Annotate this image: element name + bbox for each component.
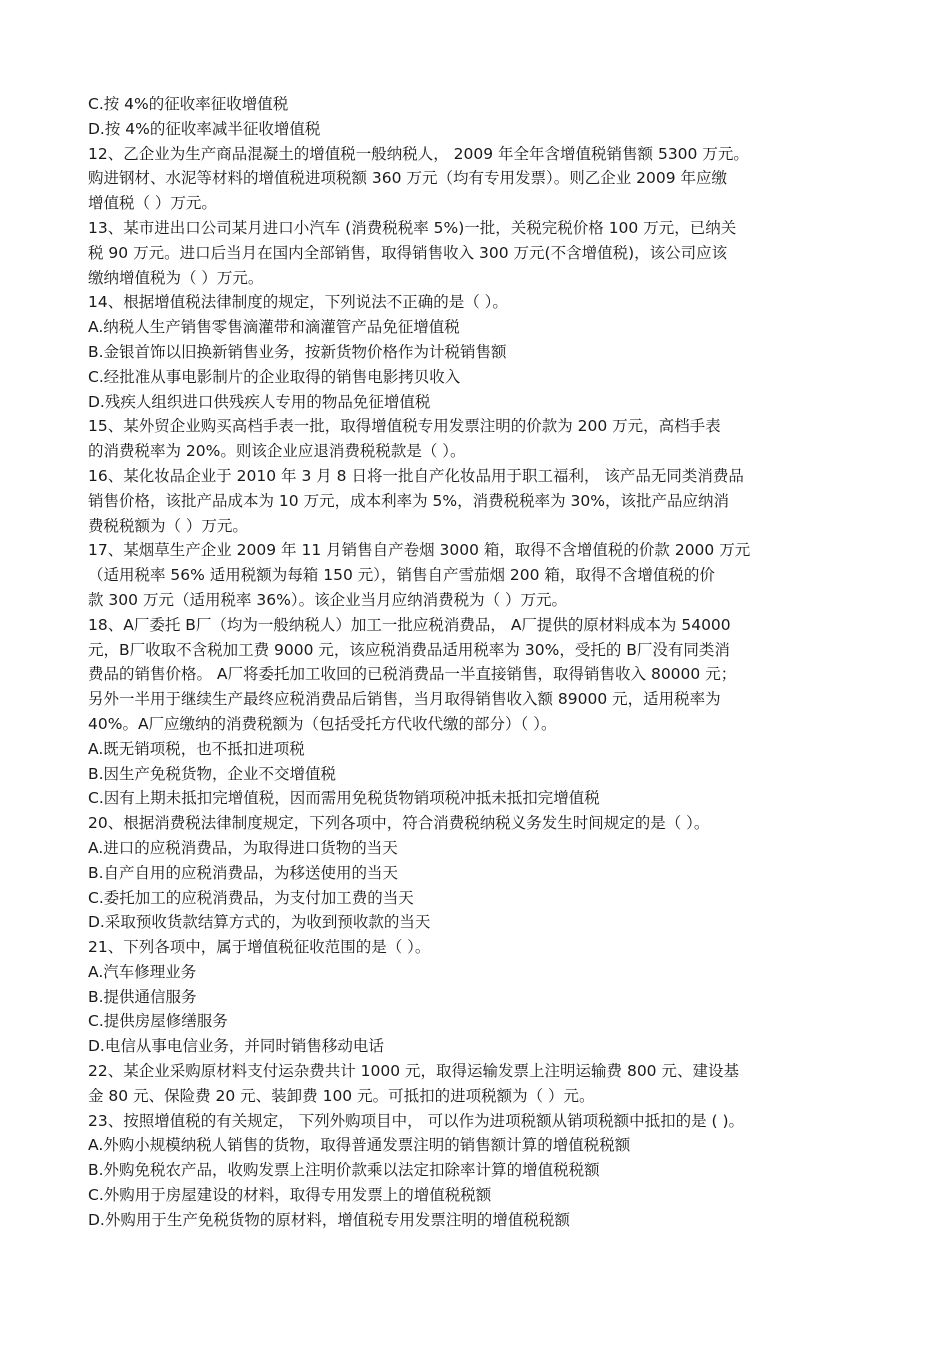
text-line: 18、A厂委托 B厂（均为一般纳税人）加工一批应税消费品， A厂提供的原材料成本为 54000: [88, 615, 731, 634]
text-line: 15、某外贸企业购买高档手表一批，取得增值税专用发票注明的价款为 200 万元，高档手表: [88, 417, 721, 436]
text-line: 销售价格，该批产品成本为 10 万元，成本利率为 5%，消费税税率为 30%，该批产品应纳消: [88, 491, 729, 510]
text-line: 金 80 元、保险费 20 元、装卸费 100 元。可抵扣的进项税额为（ ）元。: [88, 1086, 595, 1105]
text-line: B.自产自用的应税消费品，为移送使用的当天: [88, 863, 399, 882]
text-line: 12、乙企业为生产商品混凝土的增值税一般纳税人， 2009 年全年含增值税销售额 5300 万元。: [88, 144, 749, 163]
text-line: A.纳税人生产销售零售滴灌带和滴灌管产品免征增值税: [88, 318, 460, 337]
text-line: 17、某烟草生产企业 2009 年 11 月销售自产卷烟 3000 箱，取得不含增值税的价款 2000 万元: [88, 541, 751, 560]
text-line: C.因有上期未抵扣完增值税，因而需用免税货物销项税冲抵未抵扣完增值税: [88, 789, 600, 808]
text-line: C.按 4%的征收率征收增值税: [88, 95, 289, 113]
text-line: D.外购用于生产免税货物的原材料，增值税专用发票注明的增值税税额: [88, 1210, 570, 1229]
text-line: 14、根据增值税法律制度的规定，下列说法不正确的是（ ）。: [88, 293, 508, 312]
text-line: 21、下列各项中，属于增值税征收范围的是（ ）。: [88, 938, 431, 957]
text-line: 23、按照增值税的有关规定， 下列外购项目中， 可以作为进项税额从销项税额中抵扣的是 ( )。: [88, 1111, 745, 1130]
text-line: 元，B厂收取不含税加工费 9000 元，该应税消费品适用税率为 30%，受托的 B厂没有同类消: [88, 640, 730, 659]
text-line: D.电信从事电信业务，并同时销售移动电话: [88, 1037, 384, 1056]
text-line: （适用税率 56% 适用税额为每箱 150 元），销售自产雪茄烟 200 箱，取得不含增值税的价: [88, 566, 715, 585]
text-line: A.既无销项税，也不抵扣进项税: [88, 739, 305, 758]
text-line: 的消费税率为 20%。则该企业应退消费税税款是（ ）。: [88, 442, 466, 461]
text-line: 费税税额为（ ）万元。: [88, 516, 248, 535]
text-line: A.进口的应税消费品，为取得进口货物的当天: [88, 838, 398, 857]
document-body: [88, 92, 863, 1233]
text-line: B.提供通信服务: [88, 987, 197, 1006]
text-line: B.金银首饰以旧换新销售业务，按新货物价格作为计税销售额: [88, 342, 507, 361]
text-line: 费品的销售价格。 A厂将委托加工收回的已税消费品一半直接销售，取得销售收入 80000 元；: [88, 665, 737, 684]
text-line: 16、某化妆品企业于 2010 年 3 月 8 日将一批自产化妆品用于职工福利， 该产品无同类消费品: [88, 466, 744, 485]
text-line: 22、某企业采购原材料支付运杂费共计 1000 元，取得运输发票上注明运输费 800 元、建设基: [88, 1062, 739, 1081]
text-line: B.因生产免税货物，企业不交增值税: [88, 764, 337, 783]
text-line: D.采取预收货款结算方式的，为收到预收款的当天: [88, 913, 431, 932]
text-line: C.外购用于房屋建设的材料，取得专用发票上的增值税税额: [88, 1186, 492, 1205]
text-line: 税 90 万元。进口后当月在国内全部销售，取得销售收入 300 万元(不含增值税)，该公司应该: [88, 243, 728, 262]
text-line: 20、根据消费税法律制度规定，下列各项中，符合消费税纳税义务发生时间规定的是（ ）。: [88, 814, 710, 833]
text-line: C.经批准从事电影制片的企业取得的销售电影拷贝收入: [88, 367, 461, 386]
text-line: B.外购免税农产品，收购发票上注明价款乘以法定扣除率计算的增值税税额: [88, 1161, 600, 1180]
text-line: 另外一半用于继续生产最终应税消费品后销售，当月取得销售收入额 89000 元，适用税率为: [88, 690, 721, 709]
text-line: C.提供房屋修缮服务: [88, 1012, 228, 1031]
text-line: 13、某市进出口公司某月进口小汽车 (消费税税率 5%)一批，关税完税价格 100 万元，已纳关: [88, 218, 737, 237]
text-line: A.汽车修理业务: [88, 962, 197, 981]
text-line: 款 300 万元（适用税率 36%）。该企业当月应纳消费税为（ ）万元。: [88, 590, 567, 609]
text-line: 购进钢材、水泥等材料的增值税进项税额 360 万元（均有专用发票）。则乙企业 2009 年应缴: [88, 169, 727, 188]
text-line: D.按 4%的征收率减半征收增值税: [88, 119, 321, 138]
text-line: 缴纳增值税为（ ）万元。: [88, 268, 264, 287]
text-line: D.残疾人组织进口供残疾人专用的物品免征增值税: [88, 392, 431, 411]
text-line: C.委托加工的应税消费品，为支付加工费的当天: [88, 888, 414, 907]
text-line: 40%。A厂应缴纳的消费税额为（包括受托方代收代缴的部分）（ ）。: [88, 714, 557, 733]
text-line: 增值税（ ）万元。: [88, 194, 217, 213]
text-line: A.外购小规模纳税人销售的货物，取得普通发票注明的销售额计算的增值税税额: [88, 1136, 631, 1155]
